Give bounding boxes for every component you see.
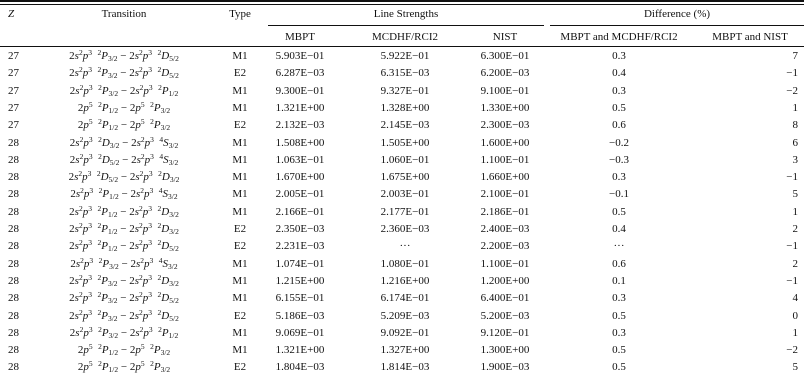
header-type: Type	[229, 8, 251, 20]
cell-type: M1	[232, 274, 248, 287]
cell-diff-mcdhf: 0.5	[612, 344, 626, 357]
cell-type: M1	[232, 153, 248, 166]
cell-mbpt: 1.321E+00	[275, 101, 325, 114]
cell-nist: 1.100E−01	[480, 153, 530, 166]
header-mcdhf: MCDHF/RCI2	[371, 31, 439, 43]
cell-type: M1	[232, 101, 248, 114]
cell-type: M1	[232, 326, 248, 339]
cell-type: E2	[233, 223, 247, 235]
cell-z: 28	[8, 205, 19, 218]
cell-type: E2	[233, 119, 247, 132]
cell-mcdhf: 1.814E−03	[380, 361, 430, 374]
cell-mbpt: 1.063E−01	[275, 153, 325, 166]
cell-z: 27	[8, 84, 19, 97]
cell-nist: 2.300E−03	[480, 119, 530, 132]
cell-type: E2	[233, 240, 247, 253]
cell-diff-mcdhf: 0.5	[612, 101, 626, 114]
cell-transition: $2s^2p^3$ $^2P_{3/2} - 2s^2p^3$ $^2P_{1/2}$	[69, 324, 179, 340]
cell-transition: $2s^2p^3$ $^2P_{3/2} - 2s^2p^3$ $^2P_{1/2}$	[69, 82, 179, 98]
cell-diff-nist: 5	[792, 188, 798, 201]
cell-diff-nist: 1	[792, 326, 798, 339]
cell-diff-mcdhf: −0.3	[609, 153, 629, 166]
cell-mcdhf: 2.177E−01	[380, 205, 430, 218]
cell-transition: $2p^5$ $^2P_{1/2} - 2p^5$ $^2P_{3/2}$	[77, 99, 171, 115]
cell-z: 28	[8, 292, 19, 305]
cell-transition: $2s^2p^3$ $^2P_{3/2} - 2s^2p^3$ $^2D_{3/2}$	[69, 272, 179, 288]
cell-mcdhf: 2.360E−03	[380, 223, 430, 235]
cell-transition: $2p^5$ $^2P_{1/2} - 2p^5$ $^2P_{3/2}$	[77, 359, 171, 375]
cell-mbpt: 6.155E−01	[275, 292, 325, 305]
line-strengths-rule	[268, 25, 544, 26]
cell-z: 28	[8, 188, 19, 201]
cell-nist: 2.400E−03	[480, 223, 530, 235]
cell-nist: 1.300E+00	[480, 344, 530, 357]
cell-transition: $2s^2p^3$ $^2D_{5/2} - 2s^2p^3$ $^2D_{3/2}$	[68, 169, 180, 185]
cell-nist: 1.900E−03	[480, 361, 530, 374]
cell-mbpt: 2.132E−03	[275, 119, 325, 132]
cell-mcdhf: 5.922E−01	[380, 50, 430, 62]
cell-mcdhf: 6.174E−01	[380, 292, 430, 305]
cell-nist: 2.100E−01	[480, 188, 530, 201]
cell-mbpt: 1.804E−03	[275, 361, 325, 374]
cell-transition: $2s^2p^3$ $^2P_{3/2} - 2s^2p^3$ $^2D_{5/2}$	[69, 307, 179, 323]
cell-mbpt: 9.300E−01	[275, 84, 325, 97]
cell-diff-nist: 7	[792, 50, 798, 62]
header-mbpt: MBPT	[285, 31, 315, 43]
cell-type: M1	[232, 292, 248, 305]
cell-z: 28	[8, 274, 19, 287]
cell-mbpt: 1.508E+00	[275, 136, 325, 149]
cell-nist: 1.200E+00	[480, 274, 530, 287]
cell-transition: $2s^2p^3$ $^2D_{5/2} - 2s^2p^3$ $^4S_{3/2}$	[69, 151, 179, 167]
cell-diff-mcdhf: 0.6	[612, 257, 626, 270]
cell-mcdhf: 5.209E−03	[380, 309, 430, 322]
cell-mbpt: 6.287E−03	[275, 67, 325, 80]
cell-nist: 2.186E−01	[480, 205, 530, 218]
cell-nist: 5.200E−03	[480, 309, 530, 322]
cell-mcdhf: 9.327E−01	[380, 84, 430, 97]
cell-mcdhf: 6.315E−03	[380, 67, 430, 80]
cell-diff-nist: −1	[786, 171, 798, 184]
cell-diff-nist: 6	[792, 136, 798, 149]
cell-nist: 6.200E−03	[480, 67, 530, 80]
cell-diff-mcdhf: ···	[613, 240, 625, 253]
difference-rule	[550, 25, 804, 26]
cell-nist: 1.660E+00	[480, 171, 530, 184]
cell-transition: $2s^2p^3$ $^2P_{1/2} - 2s^2p^3$ $^2D_{3/2}$	[69, 221, 179, 236]
cell-diff-mcdhf: 0.3	[612, 50, 626, 62]
cell-diff-mcdhf: 0.4	[612, 67, 626, 80]
cell-type: M1	[232, 257, 248, 270]
cell-diff-mcdhf: 0.5	[612, 309, 626, 322]
cell-transition: $2p^5$ $^2P_{1/2} - 2p^5$ $^2P_{3/2}$	[77, 117, 171, 133]
cell-z: 27	[8, 101, 19, 114]
cell-z: 28	[8, 171, 19, 184]
cell-diff-nist: −2	[786, 84, 798, 97]
cell-nist: 9.120E−01	[480, 326, 530, 339]
cell-transition: $2s^2p^3$ $^2P_{3/2} - 2s^2p^3$ $^2D_{5/2}$	[69, 48, 179, 63]
cell-mcdhf: 1.675E+00	[380, 171, 430, 184]
cell-transition: $2s^2p^3$ $^2D_{3/2} - 2s^2p^3$ $^4S_{3/2}$	[69, 134, 179, 150]
cell-nist: 2.200E−03	[480, 240, 530, 253]
cell-z: 28	[8, 344, 19, 357]
cell-type: E2	[233, 309, 247, 322]
cell-transition: $2s^2p^3$ $^2P_{3/2} - 2s^2p^3$ $^2D_{5/2}$	[69, 290, 179, 306]
cell-nist: 1.600E+00	[480, 136, 530, 149]
cell-nist: 6.300E−01	[480, 50, 530, 62]
header-line-strengths: Line Strengths	[373, 8, 439, 20]
header-diff-nist: MBPT and NIST	[712, 31, 788, 43]
cell-type: M1	[232, 205, 248, 218]
cell-diff-nist: −2	[786, 344, 798, 357]
cell-diff-mcdhf: 0.3	[612, 84, 626, 97]
cell-mbpt: 2.231E−03	[275, 240, 325, 253]
cell-transition: $2s^2p^3$ $^2P_{1/2} - 2s^2p^3$ $^4S_{3/2}$	[70, 186, 178, 202]
cell-transition: $2s^2p^3$ $^2P_{3/2} - 2s^2p^3$ $^4S_{3/2}$	[70, 255, 178, 271]
cell-diff-nist: 2	[792, 257, 798, 270]
cell-diff-nist: 5	[792, 361, 798, 374]
cell-mcdhf: 2.003E−01	[380, 188, 430, 201]
cell-nist: 1.330E+00	[480, 101, 530, 114]
cell-mbpt: 1.321E+00	[275, 344, 325, 357]
cell-diff-nist: 1	[792, 101, 798, 114]
cell-transition: $2s^2p^3$ $^2P_{3/2} - 2s^2p^3$ $^2D_{5/2}$	[69, 65, 179, 81]
cell-z: 28	[8, 153, 19, 166]
cell-mbpt: 1.215E+00	[275, 274, 325, 287]
cell-mcdhf: 1.060E−01	[380, 153, 430, 166]
header-bottom-rule	[0, 46, 804, 47]
cell-diff-mcdhf: 0.5	[612, 361, 626, 374]
cell-z: 28	[8, 240, 19, 253]
cell-mbpt: 9.069E−01	[275, 326, 325, 339]
cell-transition: $2s^2p^3$ $^2P_{1/2} - 2s^2p^3$ $^2D_{3/2}$	[69, 203, 179, 219]
header-nist: NIST	[492, 31, 518, 43]
cell-type: E2	[233, 361, 247, 374]
cell-diff-mcdhf: −0.2	[609, 136, 629, 149]
cell-nist: 9.100E−01	[480, 84, 530, 97]
cell-diff-nist: −1	[786, 240, 798, 253]
cell-z: 27	[8, 119, 19, 132]
cell-diff-nist: 4	[792, 292, 798, 305]
cell-type: M1	[232, 136, 248, 149]
cell-diff-nist: 0	[792, 309, 798, 322]
cell-nist: 6.400E−01	[480, 292, 530, 305]
cell-z: 28	[8, 223, 19, 235]
cell-mbpt: 1.074E−01	[275, 257, 325, 270]
header-transition: Transition	[101, 8, 147, 20]
cell-mbpt: 5.903E−01	[275, 50, 325, 62]
cell-mbpt: 1.670E+00	[275, 171, 325, 184]
cell-type: M1	[232, 171, 248, 184]
cell-mcdhf: 1.216E+00	[380, 274, 430, 287]
cell-diff-nist: −1	[786, 67, 798, 80]
cell-diff-mcdhf: 0.4	[612, 223, 626, 235]
cell-mcdhf: 9.092E−01	[380, 326, 430, 339]
cell-mcdhf: ···	[399, 240, 411, 253]
header-z: Z	[8, 8, 15, 20]
cell-mcdhf: 1.328E+00	[380, 101, 430, 114]
cell-mbpt: 2.005E−01	[275, 188, 325, 201]
cell-z: 28	[8, 257, 19, 270]
cell-nist: 1.100E−01	[480, 257, 530, 270]
cell-type: M1	[232, 50, 248, 62]
cell-diff-nist: 8	[792, 119, 798, 132]
cell-diff-mcdhf: 0.1	[612, 274, 626, 287]
cell-mbpt: 2.350E−03	[275, 223, 325, 235]
cell-transition: $2p^5$ $^2P_{1/2} - 2p^5$ $^2P_{3/2}$	[77, 342, 171, 358]
cell-mbpt: 5.186E−03	[275, 309, 325, 322]
cell-diff-mcdhf: −0.1	[609, 188, 629, 201]
cell-mcdhf: 1.505E+00	[380, 136, 430, 149]
cell-diff-mcdhf: 0.3	[612, 292, 626, 305]
cell-diff-nist: 2	[792, 223, 798, 235]
header-difference: Difference (%)	[643, 8, 711, 20]
cell-z: 28	[8, 309, 19, 322]
cell-z: 27	[8, 50, 19, 62]
header-diff-mcdhf: MBPT and MCDHF/RCI2	[560, 31, 678, 43]
cell-z: 28	[8, 136, 19, 149]
cell-mcdhf: 1.080E−01	[380, 257, 430, 270]
cell-diff-nist: −1	[786, 274, 798, 287]
cell-mbpt: 2.166E−01	[275, 205, 325, 218]
cell-mcdhf: 1.327E+00	[380, 344, 430, 357]
cell-type: E2	[233, 67, 247, 80]
cell-transition: $2s^2p^3$ $^2P_{1/2} - 2s^2p^3$ $^2D_{5/2}$	[69, 238, 179, 254]
cell-mcdhf: 2.145E−03	[380, 119, 430, 132]
cell-z: 27	[8, 67, 19, 80]
cell-z: 28	[8, 361, 19, 374]
cell-diff-mcdhf: 0.6	[612, 119, 626, 132]
cell-z: 28	[8, 326, 19, 339]
cell-diff-mcdhf: 0.3	[612, 326, 626, 339]
cell-diff-nist: 1	[792, 205, 798, 218]
cell-diff-mcdhf: 0.3	[612, 171, 626, 184]
cell-type: M1	[232, 344, 248, 357]
cell-diff-mcdhf: 0.5	[612, 205, 626, 218]
top-rule-thin	[0, 4, 804, 5]
cell-diff-nist: 3	[792, 153, 798, 166]
cell-type: M1	[232, 84, 248, 97]
top-rule-thick	[0, 0, 804, 2]
cell-type: M1	[232, 188, 248, 201]
